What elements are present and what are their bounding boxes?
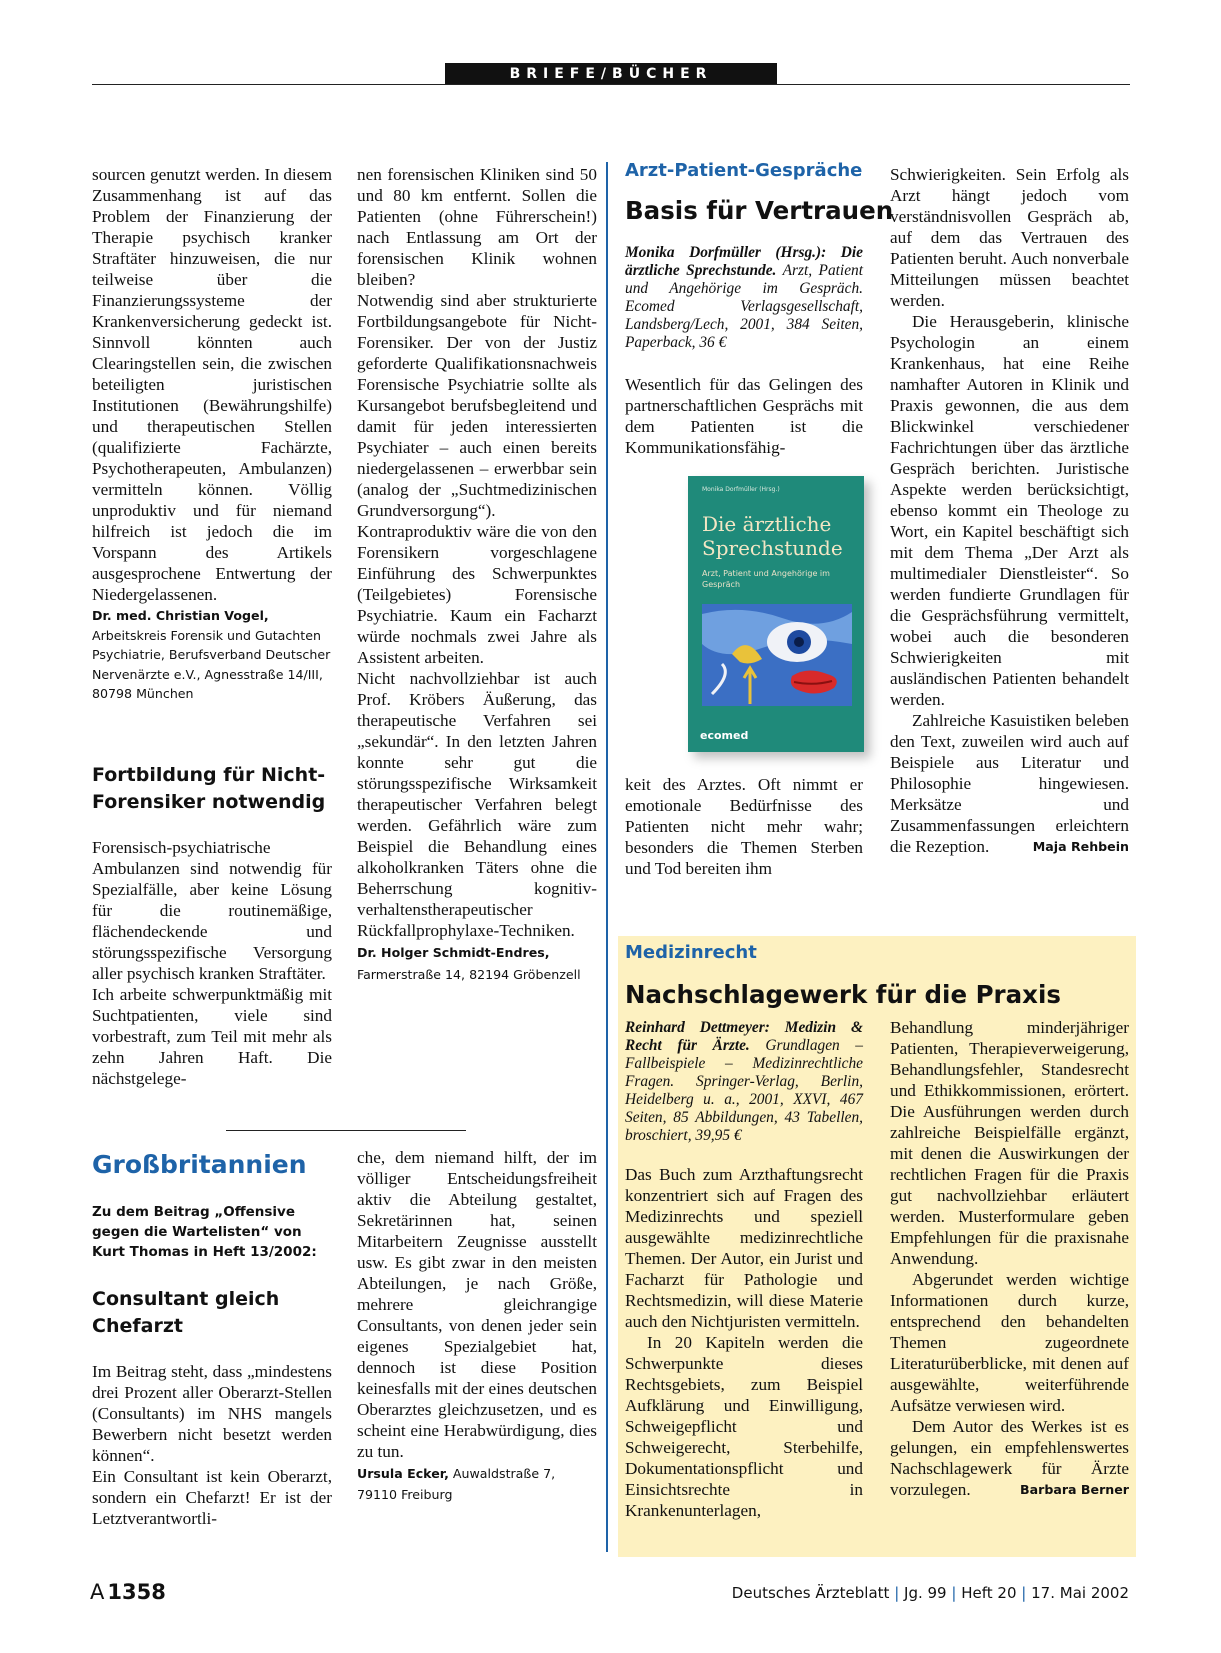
paragraph: Ich arbeite schwerpunktmäßig mit Suchtpatienten, viele sind vorbestraft, zum Teil mit mehr als zehn Jahren Haft. Die nächstgelege- (92, 985, 332, 1088)
gb-column-2 (357, 1147, 597, 1505)
citation-details: Arzt, Patient und Angehörige im Gespräch. Ecomed Verlagsgesellschaft, Landsberg/Lech, 2001, 384 Seiten, Paperback, 36 € (625, 262, 863, 351)
book-citation (625, 244, 863, 352)
signature-name: Ursula Ecker, (357, 1466, 449, 1481)
section-divider (226, 1130, 466, 1131)
journal-date: 17. Mai 2002 (1031, 1584, 1129, 1602)
column-1 (92, 164, 332, 704)
letter-body: sourcen genutzt werden. In diesem Zusammenhang ist auf das Problem der Finanzierung der Therapie psychisch kranker Straftäter hinzuweisen, die nur teilweise über die Finanzierungssysteme der Krankenversicherung gedeckt ist. Sinnvoll könnten auch Clearingstellen sein, die zwischen beteiligten juristischen Institutionen (Bewährungshilfe) und therapeutischen Stellen (qualifizierte Fachärzte, Psychotherapeuten, Ambulanzen) vermitteln können. Völlig unproduktiv und für niemand hilfreich ist jedoch die im Vorspann des Artikels ausgesprochene Entwertung der Niedergelassenen. (92, 165, 332, 604)
paragraph: nen forensischen Kliniken sind 50 und 80 km entfernt. Sollen die Patienten (ohne Führerschein!) nach Entlassung am Ort der forensischen Klinik wohnen bleiben? (357, 165, 597, 289)
book-cover-publisher: ecomed (700, 729, 749, 742)
column-2 (357, 164, 597, 986)
column-divider (606, 162, 608, 1552)
column-1-letter-2 (92, 837, 332, 1089)
letter-signature (357, 942, 597, 986)
signature-name: Dr. med. Christian Vogel, (92, 608, 269, 623)
paragraph: Behandlung minderjähriger Patienten, Therapieverweigerung, Behandlungsfehler, Standesrecht und Ethikkommissionen, erörtert. Die Ausführungen werden durch zahlreiche Beispielfälle ergänzt, mit denen die Auswirkungen der rechtlichen Fragen für die Praxis gut nachvollziehbar erläutert werden. Musterformulare geben Empfehlungen für die praxisnahe Anwendung. (890, 1018, 1129, 1268)
review-column-right (890, 1017, 1129, 1500)
paragraph: che, dem niemand hilft, der im völliger Entscheidungsfreiheit aktiv die Abteilung gestaltet, Sekretärinnen hat, seinen Mitarbeitern Zeugnisse ausstellt usw. Es gibt zwar in den meisten Abteilungen, je nach Größe, mehrere gleichrangige Consultants, von denen jeder sein eigenes Spezialgebiet hat, dennoch ist diese Position keinesfalls mit der eines deutschen Oberarztes gleichzusetzen, und es scheint eine Herabwürdigung, dies zu tun. (357, 1148, 597, 1461)
letter-signature (357, 1463, 597, 1505)
paragraph-text: Dem Autor des Werkes ist es gelungen, ein empfehlenswertes Nachschlagewerk für Ärzte vorzulegen. (890, 1417, 1129, 1499)
review-text: Wesentlich für das Gelingen des partnerschaftlichen Gesprächs mit dem Patienten ist die Kommunikationsfähig- (625, 375, 863, 457)
review-kicker: Medizinrecht (625, 942, 757, 963)
signature-address: Arbeitskreis Forensik und Gutachten Psychiatrie, Berufsverband Deutscher Nervenärzte e.V., Agnesstraße 14/III, 80798 München (92, 627, 331, 701)
journal-issue: Heft 20 (961, 1584, 1017, 1602)
letter-signature (92, 606, 332, 704)
journal-volume: Jg. 99 (904, 1584, 947, 1602)
book-citation (625, 1019, 863, 1145)
paragraph: Abgerundet werden wichtige Informationen durch kurze, entsprechend den behandelten Themen zugeordnete Literaturüberblicke, mit denen auf ausgewählte, weiterführende Aufsätze verwiesen wird. (890, 1270, 1129, 1415)
paragraph: Die Herausgeberin, klinische Psychologin an einem Krankenhaus, hat eine Reihe namhafter Autoren in Klinik und Praxis gewonnen, die aus dem Blickwinkel verschiedener Fachrichtungen über das ärztliche Gespräch berichten. Juristische Aspekte werden berücksichtigt, ebenso kommt ein Theologe zu Wort, ein Kapitel beschäftigt sich mit dem Thema „Der Arzt als multimedialer Dienstleister“. So werden fundierte Grundlagen für die Gesprächsführung vermittelt, wobei auch die besonderen Schwierigkeiten mit ausländischen Patienten behandelt werden. (890, 312, 1129, 709)
journal-name: Deutsches Ärzteblatt (731, 1584, 890, 1602)
signature-address: Auwaldstraße 7, 79110 Freiburg (357, 1466, 556, 1502)
citation-author-title: Monika Dorfmüller (Hrsg.): Die ärztliche Sprechstunde. (625, 244, 863, 279)
review-column-right (890, 164, 1129, 857)
paragraph-text: Zahlreiche Kasuistiken beleben den Text, zuweilen wird auch auf Beispiele aus Literatur und Philosophie hingewiesen. Merksätze und Zusammenfassungen erleichtern die Rezeption. (890, 711, 1129, 856)
book-cover-illustration (702, 604, 852, 706)
letter-heading: Consultant gleich Chefarzt (92, 1288, 280, 1337)
review-text: keit des Arztes. Oft nimmt er emotionale Bedürfnisse des Patienten nicht mehr wahr; besonders die Themen Sterben und Tod bereiten ihm (625, 775, 863, 878)
book-title-line: Sprechstunde (702, 536, 843, 560)
article-reference: Zu dem Beitrag „Offensive gegen die Wartelisten“ von Kurt Thomas in Heft 13/2002: (92, 1204, 317, 1260)
gb-column-1 (92, 1361, 332, 1529)
journal-footer: Deutsches Ärzteblatt | Jg. 99 | Heft 20 | 17. Mai 2002 (731, 1584, 1129, 1602)
review-kicker: Arzt-Patient-Gespräche (625, 160, 863, 181)
paragraph: Forensisch-psychiatrische Ambulanzen sind notwendig für Spezialfälle, aber keine Lösung für die routinemäßige, flächendeckende und störungsspezifische Versorgung aller psychisch kranken Straftäter. (92, 838, 332, 983)
page-number-value: 1358 (107, 1580, 166, 1604)
paragraph (890, 710, 1129, 857)
paragraph: In 20 Kapiteln werden die Schwerpunkte dieses Rechtsgebiets, zum Beispiel Aufklärung und Einwilligung, Schweigepflicht und Schweigerecht, Sterbehilfe, Dokumentationspflicht und Einsichtsrechte in Krankenunterlagen, (625, 1333, 863, 1520)
top-rule (92, 84, 1130, 85)
paragraph (890, 1416, 1129, 1500)
page-number (90, 1580, 166, 1604)
paragraph: Nicht nachvollziehbar ist auch Prof. Kröbers Äußerung, das therapeutische Verfahren sei „sekundär“. In den letzten Jahren konnte sehr gut die störungsspezifische Wirksamkeit therapeutischer Verfahren belegt werden. Gefährlich wäre zum Beispiel die Behandlung eines alkoholkranken Täters ohne die Beherrschung kognitiv-verhaltenstherapeutischer Rückfallprophylaxe-Techniken. (357, 669, 597, 940)
paragraph: Ein Consultant ist kein Oberarzt, sondern ein Chefarzt! Er ist der Letztverantwortli- (92, 1467, 332, 1528)
signature-address: Farmerstraße 14, 82194 Gröbenzell (357, 967, 581, 982)
review-column-left (625, 1164, 863, 1521)
paragraph: Das Buch zum Arzthaftungsrecht konzentriert sich auf Fragen des Medizinrechts und speziell ausgewählte medizinrechtliche Themen. Der Autor, ein Jurist und Facharzt für Pathologie und Rechtsmedizin, will diese Materie auch den Nichtjuristen vermitteln. (625, 1165, 863, 1331)
citation-author-title: Reinhard Dettmeyer: Medizin & Recht für Ärzte. (625, 1019, 863, 1054)
signature-name: Dr. Holger Schmidt-Endres, (357, 945, 550, 960)
paragraph: Schwierigkeiten. Sein Erfolg als Arzt hängt jedoch vom verständnisvollen Gespräch ab, auf dem das Vertrauen des Patienten beruht. Auch nonverbale Mitteilungen müssen beachtet werden. (890, 165, 1129, 310)
book-cover-subtitle: Arzt, Patient und Angehörige im Gespräch (702, 569, 830, 589)
paragraph: Im Beitrag steht, dass „mindestens drei Prozent aller Oberarzt-Stellen (Consultants) im NHS mangels Bewerbern nicht besetzt werden können“. (92, 1362, 332, 1465)
citation-details: Grundlagen – Fallbeispiele – Medizinrechtliche Fragen. Springer-Verlag, Berlin, Heidelberg u. a., 2001, XXVI, 467 Seiten, 85 Abbildungen, 43 Tabellen, broschiert, 39,95 € (625, 1037, 863, 1144)
letter-heading: Fortbildung für Nicht-Forensiker notwendig (92, 764, 326, 813)
review-title: Nachschlagewerk für die Praxis (625, 980, 1061, 1009)
section-title-gb: Großbritannien (92, 1150, 307, 1179)
page-prefix: A (90, 1580, 105, 1604)
review-author: Maja Rehbein (1032, 839, 1129, 854)
book-cover (688, 476, 864, 752)
book-cover-author: Monika Dorfmüller (Hrsg.) (702, 486, 780, 493)
review-author: Barbara Berner (1020, 1482, 1129, 1497)
book-title-line: Die ärztliche (702, 512, 832, 536)
review-title: Basis für Vertrauen (625, 196, 894, 225)
section-header: BRIEFE/BÜCHER (445, 63, 777, 85)
paragraph: Notwendig sind aber strukturierte Fortbildungsangebote für Nicht-Forensiker. Der von der Justiz geforderte Qualifikationsnachweis Forensische Psychiatrie sollte als Kursangebot berufsbegleitend und damit für jeden interessierten Psychiater – auch einen bereits niedergelassenen – erwerbbar sein (analog der „Suchtmedizinischen Grundversorgung“). Kontraproduktiv wäre die von den Forensikern vorgeschlagene Einführung des Schwerpunktes (Teilgebietes) Forensische Psychiatrie. Kaum ein Facharzt würde nochmals zwei Jahre als Assistent arbeiten. (357, 291, 597, 667)
